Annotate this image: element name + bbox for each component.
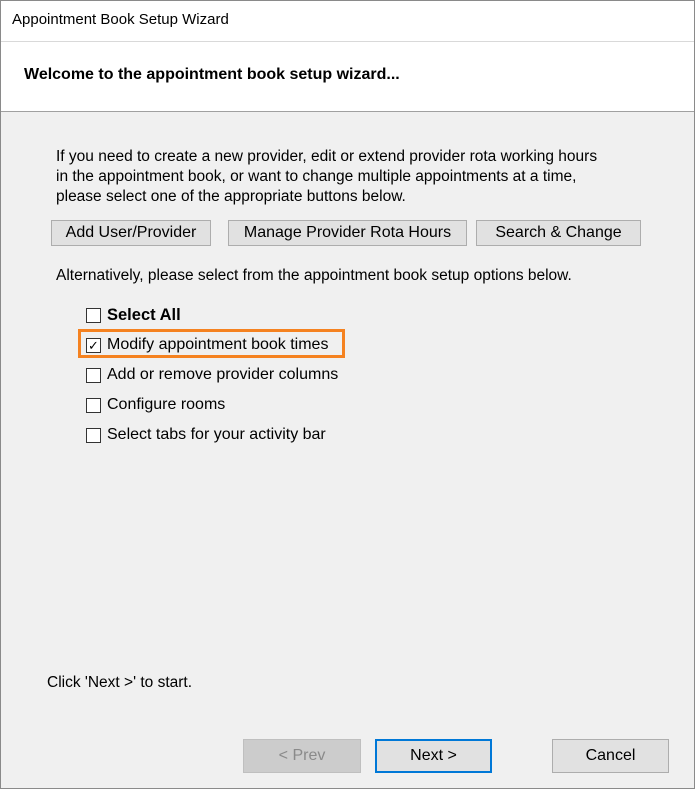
intro-line-2: in the appointment book, or want to change multiple appointments at a time,	[56, 168, 577, 185]
checkbox-select-all[interactable]	[86, 308, 101, 323]
window-title: Appointment Book Setup Wizard	[12, 11, 229, 28]
alternative-instructions: Alternatively, please select from the appointment book setup options below.	[56, 267, 572, 284]
option-label: Select tabs for your activity bar	[107, 426, 326, 443]
manage-provider-rota-hours-button[interactable]: Manage Provider Rota Hours	[228, 220, 467, 246]
checkbox-provider-columns[interactable]	[86, 368, 101, 383]
option-configure-rooms[interactable]	[86, 395, 225, 415]
option-label: Configure rooms	[107, 396, 226, 413]
add-user-provider-button[interactable]: Add User/Provider	[51, 220, 211, 246]
intro-line-3: please select one of the appropriate buttons below.	[56, 188, 406, 205]
option-label: Add or remove provider columns	[107, 366, 339, 383]
option-label: Select All	[107, 305, 181, 324]
checkbox-select-tabs[interactable]	[86, 428, 101, 443]
cancel-button[interactable]: Cancel	[552, 739, 669, 773]
checkbox-configure-rooms[interactable]	[86, 398, 101, 413]
search-change-button[interactable]: Search & Change	[476, 220, 641, 246]
next-button[interactable]: Next >	[375, 739, 492, 773]
option-label: Modify appointment book times	[107, 336, 329, 353]
header-title: Welcome to the appointment book setup wizard...	[24, 66, 400, 83]
intro-text	[56, 147, 656, 207]
start-instructions: Click 'Next >' to start.	[47, 674, 193, 691]
option-add-remove-provider-columns[interactable]	[86, 365, 338, 385]
option-select-tabs[interactable]	[86, 425, 326, 445]
wizard-header	[1, 42, 694, 112]
title-bar	[1, 1, 694, 42]
option-modify-appointment-book-times[interactable]	[86, 335, 328, 355]
option-select-all[interactable]	[86, 305, 181, 325]
checkbox-modify-times[interactable]	[86, 338, 101, 353]
prev-button[interactable]: < Prev	[243, 739, 361, 773]
checkmark-icon: ✓	[88, 337, 99, 353]
intro-line-1: If you need to create a new provider, edit or extend provider rota working hours	[56, 148, 598, 165]
